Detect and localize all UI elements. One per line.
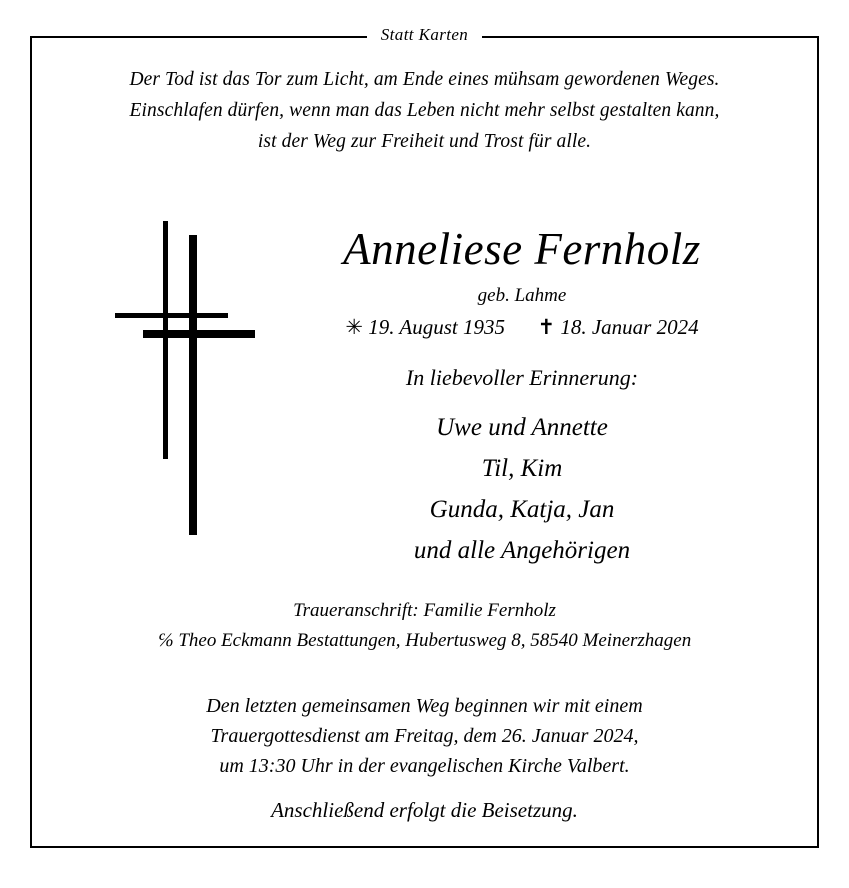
service-line-3: um 13:30 Uhr in der evangelischen Kirche Valbert.: [219, 755, 630, 777]
birth-date: 19. August 1935: [368, 315, 505, 339]
cross-horizontal-bar-front: [115, 313, 228, 318]
address-line-1: Traueranschrift: Familie Fernholz: [293, 600, 556, 621]
family-line: und alle Angehörigen: [413, 537, 631, 564]
funeral-service-info: [30, 691, 819, 825]
cross-vertical-bar-back: [189, 235, 197, 535]
life-dates: [225, 312, 819, 342]
address-line-2: ℅ Theo Eckmann Bestattungen, Hubertusweg 8, 58540 Meinerzhagen: [157, 630, 692, 651]
deceased-name: Anneliese Fernholz: [343, 224, 701, 274]
family-line: Gunda, Katja, Jan: [429, 496, 615, 523]
cross-vertical-bar-front: [163, 221, 168, 459]
death-symbol-icon: ✝: [537, 315, 556, 339]
family-line: Til, Kim: [481, 455, 563, 482]
memorial-verse: [30, 64, 819, 157]
notice-content: [30, 36, 819, 848]
verse-line-2: Einschlafen dürfen, wenn man das Leben nicht mehr selbst gestalten kann,: [129, 100, 720, 121]
memorial-lead: In liebevoller Erinnerung:: [405, 365, 639, 390]
service-line-2: Trauergottesdienst am Freitag, dem 26. Januar 2024,: [210, 725, 639, 747]
statt-karten-header: [0, 22, 849, 48]
mourning-address: [30, 596, 819, 656]
burial-note: Anschließend erfolgt die Beisetzung.: [271, 798, 578, 822]
birth-symbol-icon: ✳: [345, 315, 364, 339]
statt-karten-label: Statt Karten: [367, 22, 482, 48]
death-date: 18. Januar 2024: [560, 315, 699, 339]
verse-line-1: Der Tod ist das Tor zum Licht, am Ende eines mühsam gewordenen Weges.: [129, 69, 720, 90]
service-line-1: Den letzten gemeinsamen Weg beginnen wir mit einem: [206, 695, 643, 717]
deceased-maiden-name: geb. Lahme: [477, 285, 567, 306]
memorial-block: [225, 361, 819, 571]
family-line: Uwe und Annette: [436, 414, 608, 441]
verse-line-3: ist der Weg zur Freiheit und Trost für alle.: [257, 131, 592, 152]
